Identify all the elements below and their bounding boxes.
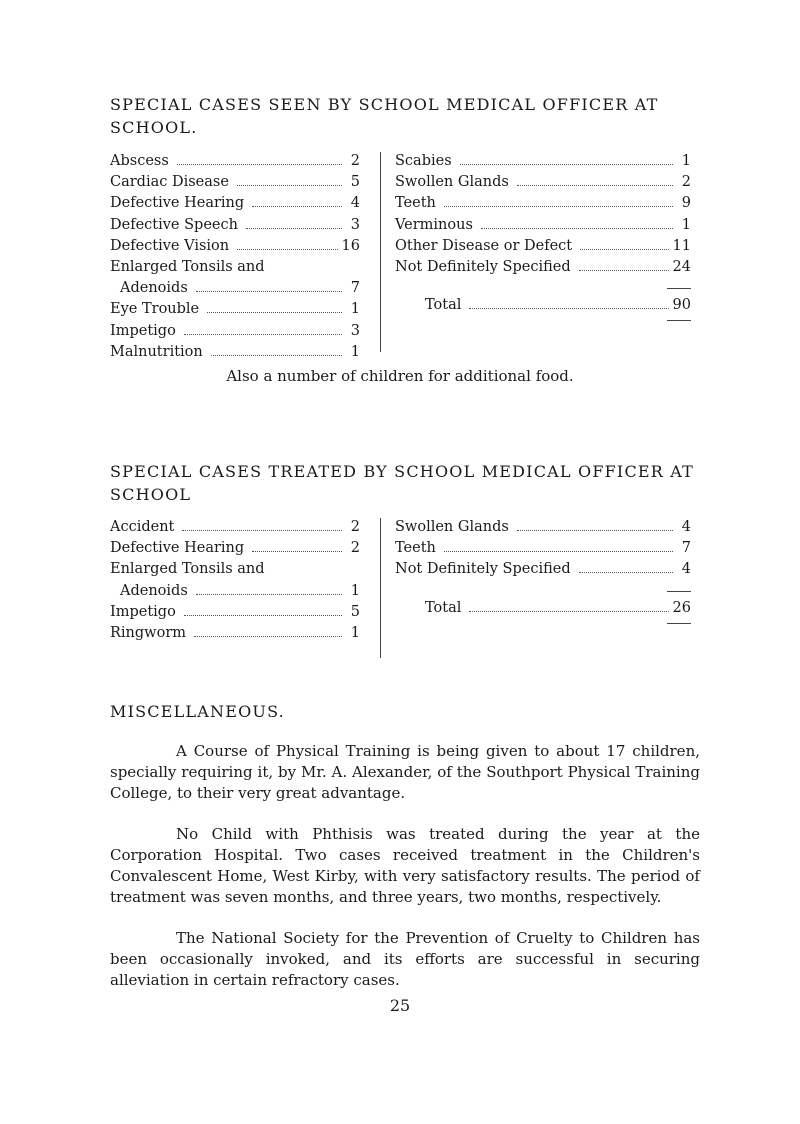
list-item: Impetigo 3 [110,322,360,339]
list-item: Eye Trouble 1 [110,301,360,318]
page-number: 25 [389,996,411,1015]
list-item: Ringworm 1 [110,625,360,642]
misc-paragraph: A Course of Physical Training is being given to about 17 children, specially requiring it, by Mr. A. Alexander, of the Southport Physical Training College, to their very great advantage. [110,742,700,802]
list-item: Defective Hearing 2 [110,540,360,557]
treated-heading: SPECIAL CASES TREATED BY SCHOOL MEDICAL OFFICER AT SCHOOL [110,462,695,504]
treated-right-column [395,517,691,624]
seen-left-column [110,151,360,363]
list-item: Enlarged Tonsils and Adenoids 1 [110,561,360,599]
list-item: Abscess 2 [110,153,360,169]
total-row: Total 90 [425,297,691,314]
misc-paragraph: The National Society for the Prevention of Cruelty to Children has been occasionally invoked, and its efforts are successful in securing alleviation in certain refractory cases. [110,929,700,989]
list-item: Malnutrition 1 [110,343,360,360]
seen-right-column [395,151,691,321]
total-rule [667,591,691,592]
total-row: Total 26 [425,599,691,616]
list-item: Not Definitely Specified 4 [395,561,691,578]
misc-heading: MISCELLANEOUS. [110,702,285,721]
list-item: Defective Hearing 4 [110,195,360,212]
total-rule [667,623,691,624]
list-item: Enlarged Tonsils and Adenoids 7 [110,259,360,297]
column-divider [380,518,381,658]
list-item: Defective Speech 3 [110,216,360,233]
list-item: Swollen Glands 2 [395,174,691,191]
list-item: Swollen Glands 4 [395,519,691,535]
list-item: Accident 2 [110,519,360,535]
total-rule [667,320,691,321]
misc-paragraph: No Child with Phthisis was treated during the year at the Corporation Hospital. Two cases received treatment in the Children's Convalescent Home, West Kirby, with very satisfactory results. The period of treatment was seven months, and three years, two months, respectively. [110,825,700,906]
seen-heading: SPECIAL CASES SEEN BY SCHOOL MEDICAL OFFICER AT SCHOOL. [110,95,659,137]
list-item: Not Definitely Specified 24 [395,259,691,276]
treated-left-column [110,517,360,644]
list-item: Verminous 1 [395,216,691,233]
list-item: Defective Vision 16 [110,237,360,254]
list-item: Teeth 7 [395,540,691,557]
column-divider [380,152,381,352]
list-item: Impetigo 5 [110,603,360,620]
list-item: Cardiac Disease 5 [110,174,360,191]
list-item: Scabies 1 [395,153,691,169]
total-rule [667,288,691,289]
seen-note: Also a number of children for additional food. [226,367,574,385]
list-item: Teeth 9 [395,195,691,212]
list-item: Other Disease or Defect 11 [395,237,691,254]
